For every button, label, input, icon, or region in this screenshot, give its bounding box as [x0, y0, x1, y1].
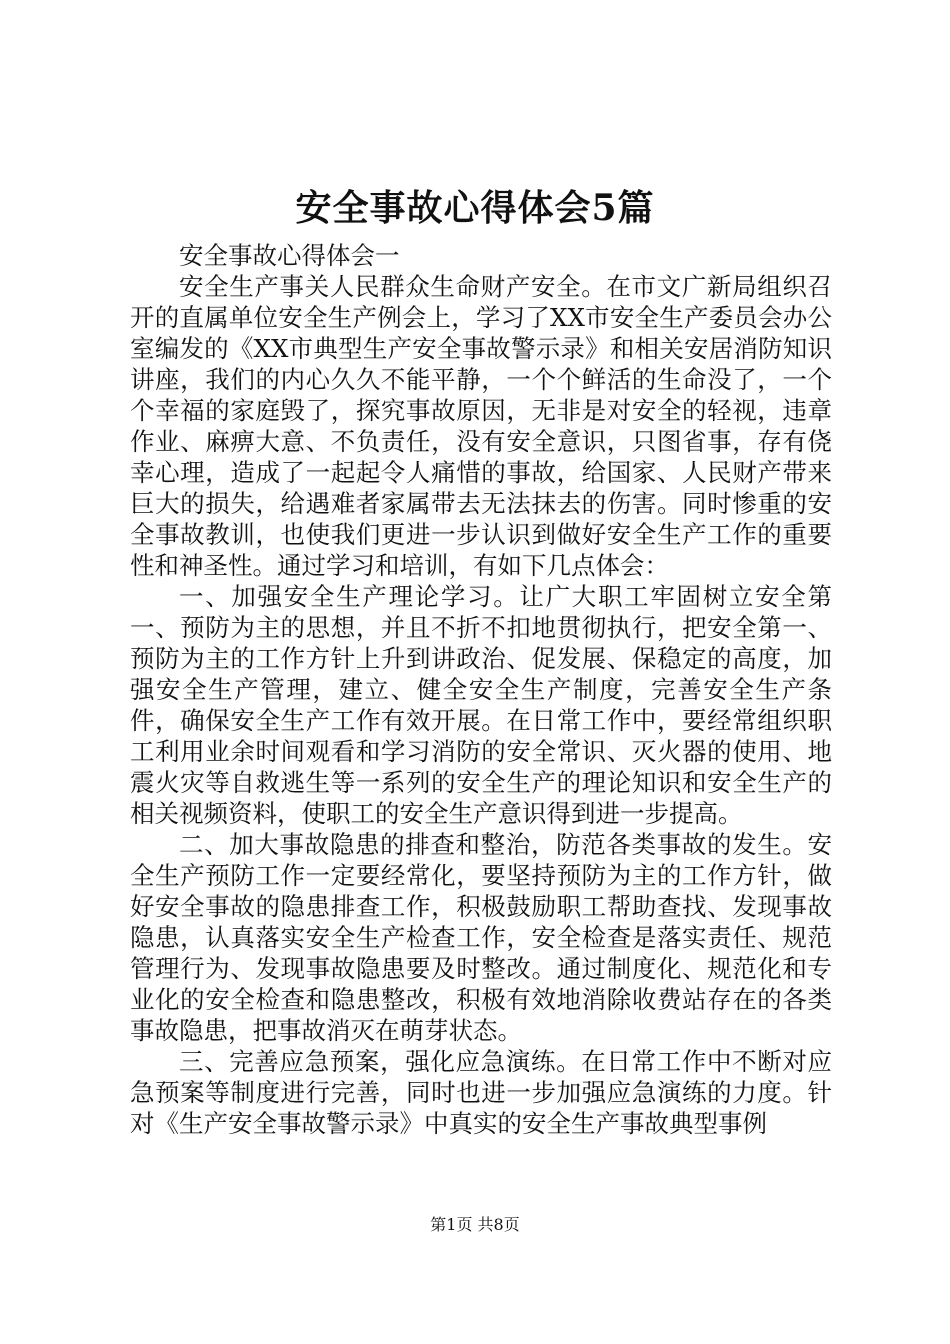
body-paragraph: 安全生产事关人民群众生命财产安全。在市文广新局组织召开的直属单位安全生产例会上，学习了XX市安全生产委员会办公室编发的《XX市典型生产安全事故警示录》和相关安居消防知识讲座，我们的内心久久不能平静，一个个鲜活的生命没了，一个个幸福的家庭毁了，探究事故原因，无非是对安全的轻视，违章作业、麻痹大意、不负责任，没有安全意识，只图省事，存有侥幸心理，造成了一起起令人痛惜的事故，给国家、人民财产带来巨大的损失，给遇难者家属带去无法抹去的伤害。同时惨重的安全事故教训，也使我们更进一步认识到做好安全生产工作的重要性和神圣性。通过学习和培训，有如下几点体会：: [130, 272, 832, 580]
body-paragraph: 三、完善应急预案，强化应急演练。在日常工作中不断对应急预案等制度进行完善，同时也进一步加强应急演练的力度。针对《生产安全事故警示录》中真实的安全生产事故典型事例: [130, 1047, 832, 1138]
section-heading: 安全事故心得体会一: [179, 241, 400, 270]
document-title: 安全事故心得体会5篇: [295, 187, 655, 229]
body-paragraph: 一、加强安全生产理论学习。让广大职工牢固树立安全第一、预防为主的思想，并且不折不扣地贯彻执行，把安全第一、预防为主的工作方针上升到讲政治、促发展、保稳定的高度，加强安全生产管理，建立、健全安全生产制度，完善安全生产条件，确保安全生产工作有效开展。在日常工作中，要经常组织职工利用业余时间观看和学习消防的安全常识、灭火器的使用、地震火灾等自救逃生等一系列的安全生产的理论知识和安全生产的相关视频资料，使职工的安全生产意识得到进一步提高。: [130, 582, 832, 828]
document-body: [130, 240, 832, 1139]
page-footer: 第1页 共8页: [430, 1215, 520, 1234]
body-paragraph: 二、加大事故隐患的排查和整治，防范各类事故的发生。安全生产预防工作一定要经常化，要坚持预防为主的工作方针，做好安全事故的隐患排查工作，积极鼓励职工帮助查找、发现事故隐患，认真落实安全生产检查工作，安全检查是落实责任、规范管理行为、发现事故隐患要及时整改。通过制度化、规范化和专业化的安全检查和隐患整改，积极有效地消除收费站存在的各类事故隐患，把事故消灭在萌芽状态。: [130, 830, 832, 1045]
